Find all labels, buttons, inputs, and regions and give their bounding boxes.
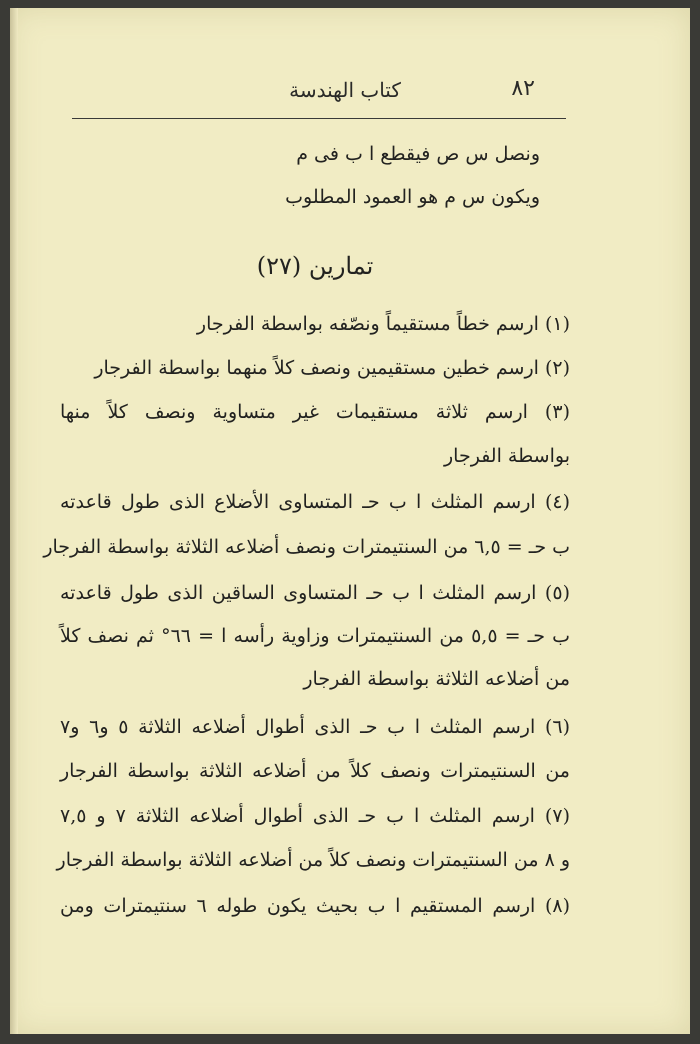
exercise-line: من أضلاعه الثلاثة بواسطة الفرجار <box>303 668 570 690</box>
exercise-line: (٧) ارسم المثلث ا ب حـ الذى أطوال أضلاعه الثلاثة ٧ و ٧,٥ <box>60 805 570 827</box>
exercise-line: (٥) ارسم المثلث ا ب حـ المتساوى الساقين الذى طول قاعدته <box>60 582 570 604</box>
page-spine-shadow <box>10 8 18 1034</box>
exercises-heading: تمارين (٢٧) <box>256 252 374 280</box>
exercise-line: (٨) ارسم المستقيم ا ب بحيث يكون طوله ٦ سنتيمترات ومن <box>60 895 570 917</box>
page-number: ٨٢ <box>511 76 535 101</box>
exercise-line: من السنتيمترات ونصف كلاً من أضلاعه الثلاثة بواسطة الفرجار <box>60 760 570 782</box>
page-header <box>70 72 565 112</box>
exercise-line: (٢) ارسم خطين مستقيمين ونصف كلاً منهما بواسطة الفرجار <box>94 357 570 379</box>
header-rule <box>72 118 566 119</box>
exercise-line: و ٨ من السنتيمترات ونصف كلاً من أضلاعه الثلاثة بواسطة الفرجار <box>56 849 570 871</box>
intro-line-2: ويكون س م هو العمود المطلوب <box>285 186 540 208</box>
exercise-line: ب حـ = ٦,٥ من السنتيمترات ونصف أضلاعه الثلاثة بواسطة الفرجار <box>43 536 570 558</box>
exercise-line: (١) ارسم خطاً مستقيماً ونصّفه بواسطة الفرجار <box>196 313 570 335</box>
running-title: كتاب الهندسة <box>289 78 401 102</box>
exercise-line: ب حـ = ٥,٥ من السنتيمترات وزاوية رأسه ا = ٦٦° ثم نصف كلاً <box>60 625 570 647</box>
exercise-line: (٤) ارسم المثلث ا ب حـ المتساوى الأضلاع الذى طول قاعدته <box>60 491 570 513</box>
exercise-line: بواسطة الفرجار <box>444 445 570 467</box>
exercise-line: (٣) ارسم ثلاثة مستقيمات غير متساوية ونصف كلاً منها <box>60 401 570 423</box>
intro-line-1: ونصل س ص فيقطع ا ب فى م <box>296 143 540 165</box>
exercise-line: (٦) ارسم المثلث ا ب حـ الذى أطوال أضلاعه الثلاثة ٥ و٦ و٧ <box>60 716 571 738</box>
